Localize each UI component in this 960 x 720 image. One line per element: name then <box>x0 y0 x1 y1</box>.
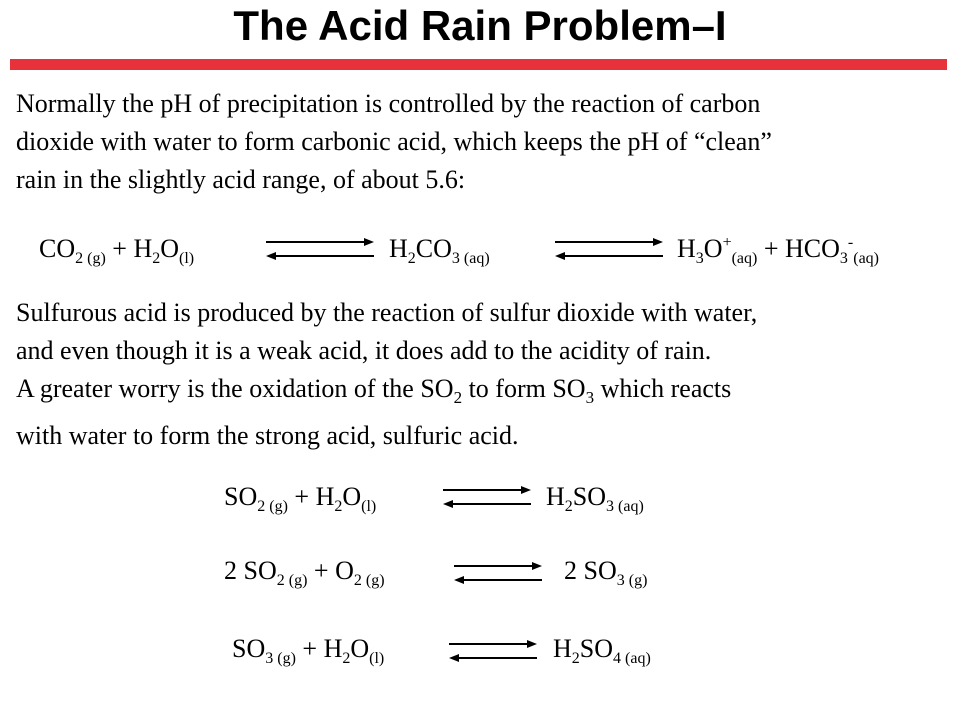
body-line: and even though it is a weak acid, it does add to the acidity of rain. <box>16 336 712 365</box>
equation-sulfuric-product: $H_2SO_{4 (aq)}$ <box>553 634 651 667</box>
body-line: with water to form the strong acid, sulfuric acid. <box>16 421 519 451</box>
equation-oxidation-product: 2 $SO_{3 (g)}$ <box>564 556 648 589</box>
title-underline-bar <box>10 59 947 70</box>
body-paragraph <box>16 294 946 455</box>
equation-sulfurous-reactants: $SO_{2 (g)} + H_2O_{(l)}$ <box>224 482 377 515</box>
equation-oxidation-reactants: 2 $SO_{2 (g)} + O_{2 (g)}$ <box>224 556 385 589</box>
equation-carbonic-products: $H_3O^+_{(aq)} + HCO_3^-_{(aq)}$ <box>677 234 880 267</box>
equilibrium-arrow-icon <box>452 560 544 580</box>
intro-paragraph <box>16 85 946 199</box>
slide-title: The Acid Rain Problem–I <box>233 2 727 49</box>
equilibrium-arrow-icon <box>447 638 539 658</box>
body-line: Sulfurous acid is produced by the reaction of sulfur dioxide with water, <box>16 298 758 327</box>
intro-line: dioxide with water to form carbonic acid, which keeps the pH of “clean” <box>16 127 772 156</box>
equilibrium-arrow-icon <box>553 236 665 256</box>
equilibrium-arrow-icon <box>441 484 533 504</box>
body-line: A greater worry is the oxidation of the $SO_2$ to form $SO_3$ which reacts <box>16 374 732 408</box>
equation-sulfuric-reactants: $SO_{3 (g)} + H_2O_{(l)}$ <box>232 634 385 667</box>
equilibrium-arrow-icon <box>264 236 376 256</box>
intro-line: Normally the pH of precipitation is controlled by the reaction of carbon <box>16 89 761 118</box>
equation-carbonic-acid: $H_2CO_{3 (aq)}$ <box>389 234 490 267</box>
equation-sulfurous-product: $H_2SO_{3 (aq)}$ <box>546 482 644 515</box>
intro-line: rain in the slightly acid range, of about 5.6: <box>16 165 466 194</box>
equation-carbonic-reactants: $CO_{2 (g)} + H_2O_{(l)}$ <box>39 234 195 267</box>
